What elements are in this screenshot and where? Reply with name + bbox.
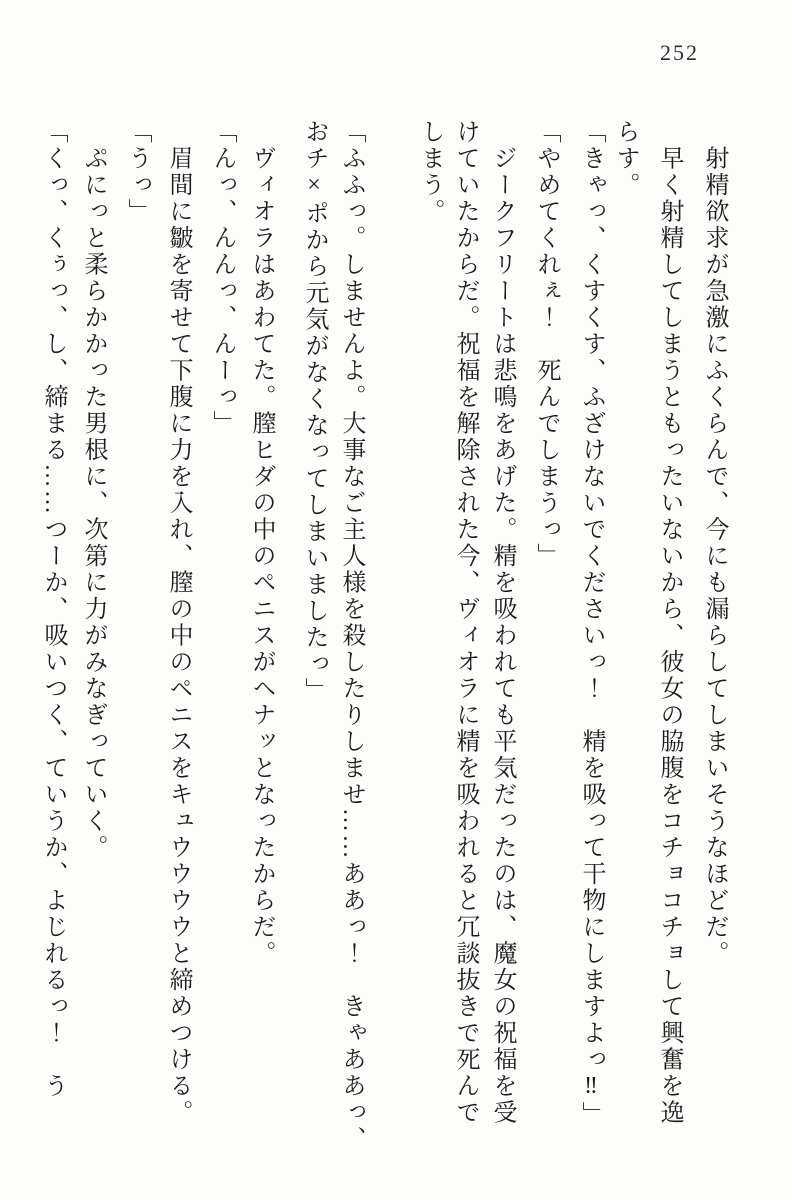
- text-line-4: 「きゃっ、くすくす、ふざけないでくださいっ！ 精を吸って干物にしますよっ‼」: [578, 119, 604, 1128]
- text-line-15: ぷにっと柔らかかった男根に、次第に力がみなぎっていく。: [80, 119, 106, 861]
- text-line-2: 早く射精してしまうともったいないから、彼女の脇腹をコチョコチョして興奮を逸: [656, 119, 682, 1126]
- text-line-8: しまう。: [417, 119, 443, 225]
- text-line-7: けていたからだ。祝福を解除された今、ヴィオラに精を吸われると冗談抜きで死んで: [452, 119, 478, 1126]
- text-line-12: 「んっ、んんっ、んーっ」: [209, 119, 235, 437]
- text-line-16: 「くっ、くぅっ、し、締まる……つーか、吸いつく、ていうか、よじれるっ！ う: [40, 119, 66, 1100]
- text-line-13: 眉間に皺を寄せて下腹に力を入れ、膣の中のペニスをキュウウウウと締めつける。: [165, 119, 191, 1126]
- text-line-5: 「やめてくれぇ！ 死んでしまうっ」: [533, 119, 559, 570]
- text-line-14: 「うっ」: [124, 119, 150, 225]
- text-line-9: 「ふふっ。しませんよ。大事なご主人様を殺したりしませ……ああっ！ きゃああっ、: [338, 119, 364, 1153]
- text-line-11: ヴィオラはあわてた。膣ヒダの中のペニスがヘナッとなったからだ。: [248, 119, 274, 967]
- page-number: 252: [660, 40, 699, 65]
- text-line-3: らす。: [612, 119, 638, 199]
- text-line-10: おチ×ポから元気がなくなってしまいましたっ」: [301, 119, 327, 704]
- text-line-1: 射精欲求が急激にふくらんで、今にも漏らしてしまいそうなほどだ。: [701, 119, 727, 967]
- text-line-6: ジークフリートは悲鳴をあげた。精を吸われても平気だったのは、魔女の祝福を受: [489, 119, 515, 1126]
